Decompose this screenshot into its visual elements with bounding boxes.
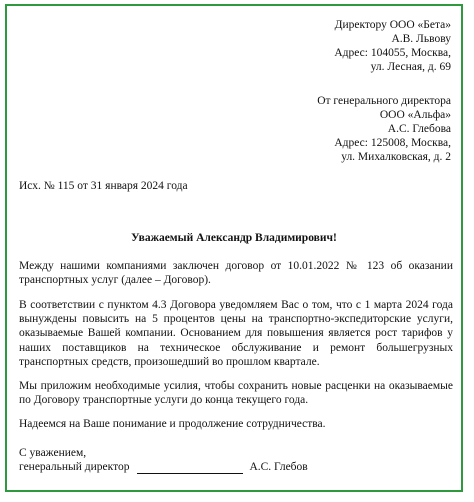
sender-line-3: А.С. Глебова (387, 123, 451, 135)
recipient-line-2: А.В. Львову (391, 33, 451, 45)
paragraph-2: В соответствии с пунктом 4.3 Договора уведомляем Вас о том, что с 1 марта 2024 года вынуждены повысить на 5 процентов цены на транспортно-экспедиторские услуги, оказываемые Вашей компании. Основанием для повышения является рост тарифов у наших поставщиков на техническое обслуживание и ремонт большегрузных транспортных средств, произошедший во прошлом квартале. (19, 299, 453, 368)
signature-row (19, 460, 308, 474)
recipient-line-1: Директору ООО «Бета» (334, 19, 451, 31)
sender-line-2: ООО «Альфа» (379, 109, 451, 121)
sender-line-4: Адрес: 125008, Москва, (334, 137, 451, 149)
letter-page (5, 4, 463, 492)
salutation: Уважаемый Александр Владимирович! (131, 232, 337, 244)
outgoing-reference: Исх. № 115 от 31 января 2024 года (19, 180, 188, 192)
sender-line-1: От генерального директора (317, 95, 451, 107)
paragraph-3: Мы приложим необходимые усилия, чтобы сохранить новые расценки на оказываемые по Договору транспортные услуги до конца текущего года. (19, 380, 453, 407)
paragraph-1: Между нашими компаниями заключен договор от 10.01.2022 № 123 об оказании транспортных услуг (далее – Договор). (19, 260, 453, 287)
signer-title: генеральный директор (19, 461, 130, 473)
recipient-line-4: ул. Лесная, д. 69 (370, 61, 451, 73)
recipient-line-3: Адрес: 104055, Москва, (334, 47, 451, 59)
signer-name: А.С. Глебов (249, 461, 308, 473)
closing-regards: С уважением, (19, 447, 87, 459)
signature-line (137, 462, 243, 474)
sender-line-5: ул. Михалковская, д. 2 (341, 151, 451, 163)
paragraph-4: Надеемся на Ваше понимание и продолжение сотрудничества. (19, 418, 326, 430)
